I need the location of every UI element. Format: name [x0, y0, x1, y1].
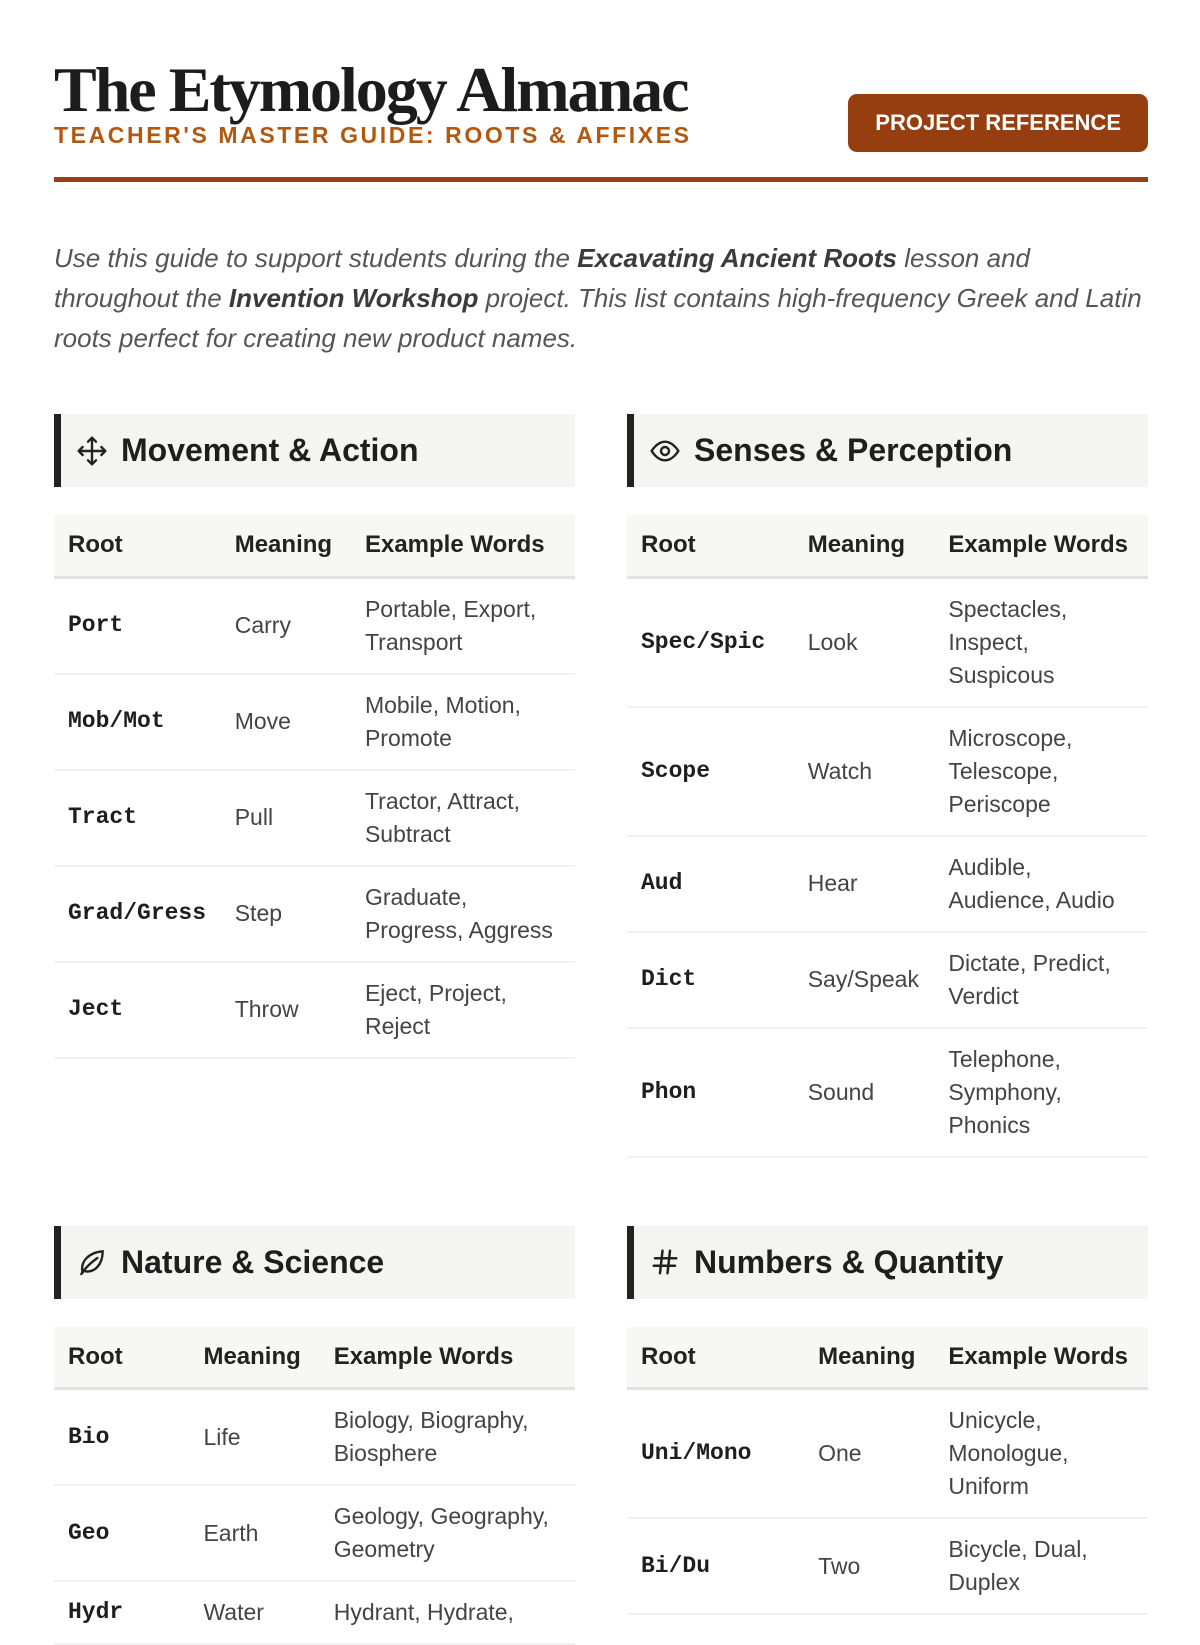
intro-text: Use this guide to support students during the Excavating Ancient Roots lesson and throughout the Invention Workshop project. This list contains high-frequency Greek and Latin roots perfect for creating new product names. [54, 238, 1148, 358]
examples-cell: Audible, Audience, Audio [934, 836, 1148, 932]
meaning-cell: Pull [221, 770, 351, 866]
root-cell: Bio [54, 1389, 189, 1486]
section-header [54, 414, 575, 487]
meaning-cell: Look [794, 577, 935, 707]
examples-cell: Bicycle, Dual, Duplex [934, 1518, 1148, 1614]
meaning-cell: Throw [221, 962, 351, 1058]
meaning-cell: Two [804, 1518, 934, 1614]
col-meaning: Meaning [794, 515, 935, 577]
roots-table [54, 1327, 575, 1645]
table-row [627, 707, 1148, 836]
col-root: Root [54, 515, 221, 577]
section-3 [627, 1226, 1148, 1645]
col-examples: Example Words [934, 515, 1148, 577]
root-cell: Phon [627, 1028, 794, 1157]
section-1 [627, 414, 1148, 1158]
table-row [54, 577, 575, 674]
meaning-cell: Step [221, 866, 351, 962]
roots-table [627, 515, 1148, 1158]
col-meaning: Meaning [804, 1327, 934, 1389]
eye-icon [648, 434, 682, 468]
section-title: Numbers & Quantity [694, 1244, 1003, 1281]
table-row [54, 962, 575, 1058]
meaning-cell: Carry [221, 577, 351, 674]
meaning-cell: Say/Speak [794, 932, 935, 1028]
meaning-cell: Life [189, 1389, 319, 1486]
section-2 [54, 1226, 575, 1645]
table-row [627, 577, 1148, 707]
root-cell: Spec/Spic [627, 577, 794, 707]
meaning-cell: Earth [189, 1485, 319, 1581]
root-cell: Geo [54, 1485, 189, 1581]
move-arrows-icon [75, 434, 109, 468]
root-cell: Mob/Mot [54, 674, 221, 770]
section-title: Senses & Perception [694, 432, 1012, 469]
col-meaning: Meaning [221, 515, 351, 577]
examples-cell: Biology, Biography, Biosphere [320, 1389, 575, 1486]
col-meaning: Meaning [189, 1327, 319, 1389]
table-row [627, 1389, 1148, 1519]
root-cell: Aud [627, 836, 794, 932]
root-cell: Hydr [54, 1581, 189, 1644]
root-cell: Scope [627, 707, 794, 836]
roots-table [54, 515, 575, 1059]
meaning-cell: Water [189, 1581, 319, 1644]
section-title: Nature & Science [121, 1244, 384, 1281]
table-row [627, 836, 1148, 932]
meaning-cell: Hear [794, 836, 935, 932]
col-root: Root [627, 1327, 804, 1389]
sections-grid [54, 414, 1148, 1645]
examples-cell: Unicycle, Monologue, Uniform [934, 1389, 1148, 1519]
hash-icon [648, 1245, 682, 1279]
meaning-cell: Watch [794, 707, 935, 836]
table-row [54, 770, 575, 866]
table-row [54, 1485, 575, 1581]
section-header [627, 1226, 1148, 1299]
section-title: Movement & Action [121, 432, 419, 469]
table-row [627, 1028, 1148, 1157]
project-reference-button[interactable]: PROJECT REFERENCE [848, 94, 1148, 152]
examples-cell: Hydrant, Hydrate, [320, 1581, 575, 1644]
examples-cell: Mobile, Motion, Promote [351, 674, 575, 770]
table-row [54, 674, 575, 770]
table-row [627, 932, 1148, 1028]
table-row [54, 866, 575, 962]
examples-cell: Portable, Export, Transport [351, 577, 575, 674]
meaning-cell: Move [221, 674, 351, 770]
table-row [54, 1389, 575, 1486]
table-row [627, 1518, 1148, 1614]
col-root: Root [627, 515, 794, 577]
col-examples: Example Words [934, 1327, 1148, 1389]
root-cell: Ject [54, 962, 221, 1058]
examples-cell: Graduate, Progress, Aggress [351, 866, 575, 962]
section-header [54, 1226, 575, 1299]
examples-cell: Geology, Geography, Geometry [320, 1485, 575, 1581]
examples-cell: Dictate, Predict, Verdict [934, 932, 1148, 1028]
root-cell: Grad/Gress [54, 866, 221, 962]
page-header [54, 0, 1148, 182]
section-0 [54, 414, 575, 1158]
examples-cell: Tractor, Attract, Subtract [351, 770, 575, 866]
section-header [627, 414, 1148, 487]
meaning-cell: Sound [794, 1028, 935, 1157]
leaf-icon [75, 1245, 109, 1279]
root-cell: Uni/Mono [627, 1389, 804, 1519]
col-examples: Example Words [351, 515, 575, 577]
table-row [54, 1581, 575, 1644]
examples-cell: Microscope, Telescope, Periscope [934, 707, 1148, 836]
examples-cell: Eject, Project, Reject [351, 962, 575, 1058]
examples-cell: Spectacles, Inspect, Suspicous [934, 577, 1148, 707]
meaning-cell: One [804, 1389, 934, 1519]
page-title: The Etymology Almanac [54, 58, 692, 122]
root-cell: Dict [627, 932, 794, 1028]
root-cell: Tract [54, 770, 221, 866]
col-root: Root [54, 1327, 189, 1389]
roots-table [627, 1327, 1148, 1616]
examples-cell: Telephone, Symphony, Phonics [934, 1028, 1148, 1157]
root-cell: Bi/Du [627, 1518, 804, 1614]
col-examples: Example Words [320, 1327, 575, 1389]
root-cell: Port [54, 577, 221, 674]
page-subtitle: TEACHER'S MASTER GUIDE: ROOTS & AFFIXES [54, 122, 692, 149]
